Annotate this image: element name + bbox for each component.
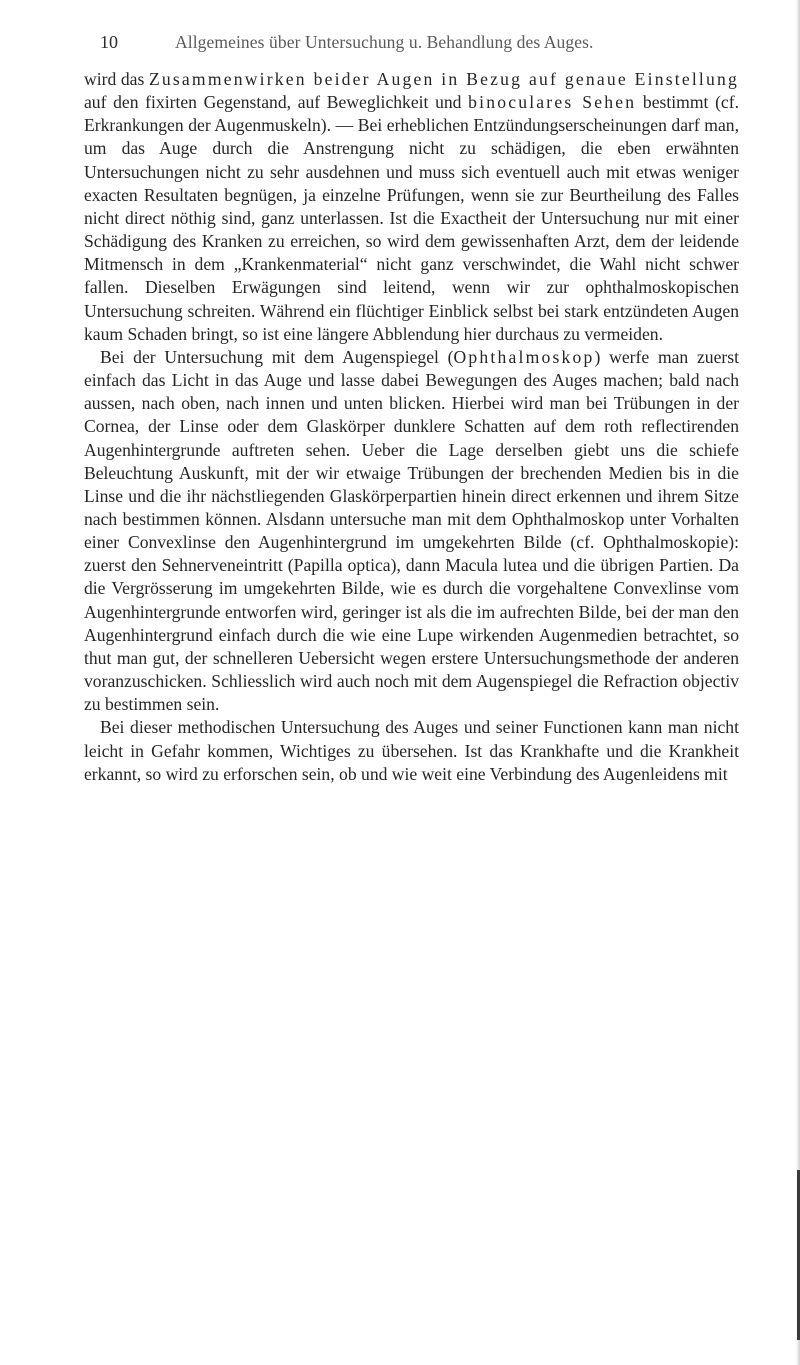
running-header	[84, 28, 744, 56]
text-run: ) werfe man zuerst einfach das Licht in das Auge und lasse dabei Bewegungen des Auges machen; bald nach aussen, nach oben, nach innen und unten blicken. Hierbei wird man bei Trübungen in der Cornea, der Linse oder dem Glaskörper dunklere Schatten auf dem roth reflectirenden Augenhintergrunde auftreten sehen. Ueber die Lage derselben giebt uns die schiefe Beleuchtung Auskunft, mit der wir etwaige Trübungen der brechenden Medien bis in die Linse und die ihr nächstliegenden Glaskörperpartien hinein direct erkennen und ihrem Sitze nach bestimmen können. Alsdann untersuche man mit dem Ophthalmoskop unter Vorhalten einer Convexlinse den Augenhintergrund im umgekehrten Bilde (cf. Ophthalmoskopie): zuerst den Sehnerveneintritt (Papilla optica), dann Macula lutea und die übrigen Partien. Da die Vergrösserung im umgekehrten Bilde, wie es durch die vorgehaltene Convexlinse vom Augenhintergrunde entworfen wird, geringer ist als die im aufrechten Bilde, bei der man den Augenhintergrund einfach durch die wie eine Lupe wirkenden Augenmedien betrachtet, so thut man gut, der schnelleren Uebersicht wegen erstere Untersuchungsmethode der anderen voranzuschicken. Schliesslich wird auch noch mit dem Augenspiegel die Refraction objectiv zu bestimmen sein.	[84, 346, 739, 715]
page-number: 10	[100, 32, 118, 52]
text-run: Bei der Untersuchung mit dem Augenspiegel (	[100, 346, 454, 367]
paragraph-1	[84, 68, 739, 346]
running-title: Allgemeines über Untersuchung u. Behandlung des Auges.	[175, 32, 594, 52]
emphasized-text: binoculares Sehen	[468, 92, 637, 113]
text-run: Bei dieser methodischen Untersuchung des Auges und seiner Functionen kann man nicht leicht in Gefahr kommen, Wichtiges zu übersehen. Ist das Krankhafte und die Krankheit erkannt, so wird zu erforschen sein, ob und wie weit eine Verbindung des Augenleidens mit	[84, 717, 739, 784]
text-run: auf den fixirten Gegenstand, auf Beweglichkeit und	[84, 92, 469, 113]
text-run: bestimmt (cf. Erkrankungen der Augenmuskeln). — Bei erheblichen Entzündungserscheinungen darf man, um das Auge durch die Anstrengung nicht zu schädigen, die eben erwähnten Untersuchungen nicht zu sehr ausdehnen und muss sich eventuell auch mit etwas weniger exacten Resultaten begnügen, ja einzelne Prüfungen, wenn sie zur Beurtheilung des Falles nicht direct nöthig sind, ganz unterlassen. Ist die Exactheit der Untersuchung nur mit einer Schädigung des Kranken zu erreichen, so wird dem gewissenhaften Arzt, dem der leidende Mitmensch in dem „Krankenmaterial“ nicht ganz verschwindet, die Wahl nicht schwer fallen. Dieselben Erwägungen sind leitend, wenn wir zur ophthalmoskopischen Untersuchung schreiten. Während ein flüchtiger Einblick selbst bei stark entzündeten Augen kaum Schaden bringt, so ist eine längere Abblendung hier durchaus zu vermeiden.	[84, 92, 739, 344]
emphasized-text: Ophthalmoskop	[453, 346, 595, 367]
paragraph-3	[84, 716, 739, 785]
page-edge-shadow	[796, 0, 800, 1365]
body-text	[84, 68, 739, 786]
paragraph-2	[84, 346, 739, 717]
text-run: wird das	[84, 69, 149, 89]
emphasized-text: Zusammenwirken beider Augen in Bezug auf genaue Einstellung	[148, 69, 740, 89]
